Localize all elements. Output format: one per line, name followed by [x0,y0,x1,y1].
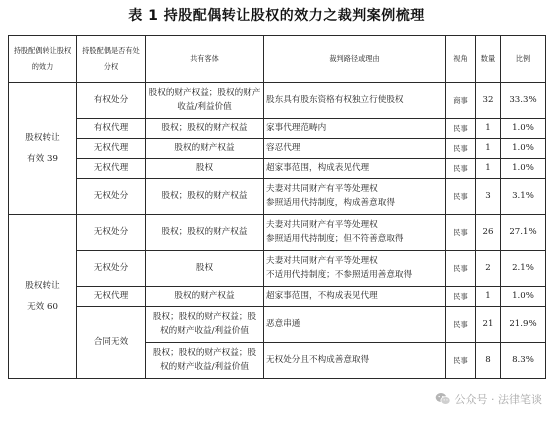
reason-cell: 超家事范围，不构成表见代理 [264,287,446,307]
header-ratio: 比例 [501,36,546,83]
reason-cell: 超家事范围，构成表见代理 [264,159,446,179]
object-cell [146,343,264,379]
table-row [9,307,546,343]
action-cell: 无权处分 [77,215,146,251]
reason-cell: 恶意串通 [264,307,446,343]
action-cell: 无权代理 [77,287,146,307]
header-object: 共有客体 [146,36,264,83]
ratio-cell: 21.9% [501,307,546,343]
action-cell: 有权处分 [77,83,146,119]
table-row [9,251,546,287]
ratio-cell: 1.0% [501,119,546,139]
group-label-line: 股权转让 [25,280,60,291]
group-label-line: 无效 60 [27,301,58,312]
ratio-cell: 27.1% [501,215,546,251]
group-label-line: 有效 39 [27,153,58,164]
action-cell: 无权处分 [77,251,146,287]
table-row [9,119,546,139]
object-line: 权的财产收益/利益价值 [160,361,249,372]
perspective-cell: 民事 [446,179,476,215]
object-cell: 股权 [146,159,264,179]
object-cell: 股权；股权的财产权益 [146,215,264,251]
object-cell: 股权；股权的财产权益 [146,119,264,139]
header-spouse-action: 持股配偶是否有处分权 [77,36,146,83]
ratio-cell: 8.3% [501,343,546,379]
table-row [9,139,546,159]
object-line: 股权；股权的财产权益；股 [152,312,257,323]
ratio-cell: 33.3% [501,83,546,119]
perspective-cell: 民事 [446,307,476,343]
count-cell: 21 [476,307,501,343]
object-line: 股权；股权的财产权益；股 [152,348,257,359]
count-cell: 3 [476,179,501,215]
object-cell: 股权的财产权益 [146,287,264,307]
group-label-line: 股权转让 [25,132,60,143]
group-invalid-label [9,215,77,379]
header-row [9,36,546,83]
perspective-cell: 民事 [446,159,476,179]
ratio-cell: 3.1% [501,179,546,215]
header-count: 数量 [476,36,501,83]
reason-line: 夫妻对共同财产有平等处理权 [266,220,378,231]
count-cell: 2 [476,251,501,287]
group-valid-label [9,83,77,215]
table-row [9,215,546,251]
reason-cell: 股东具有股东资格有权独立行使股权 [264,83,446,119]
count-cell: 1 [476,119,501,139]
action-cell: 有权代理 [77,119,146,139]
header-reason: 裁判路径或理由 [264,36,446,83]
table-row [9,83,546,119]
object-cell: 股权；股权的财产权益 [146,179,264,215]
table-row [9,159,546,179]
header-perspective: 视角 [446,36,476,83]
perspective-cell: 民事 [446,215,476,251]
reason-cell [264,179,446,215]
reason-line: 夫妻对共同财产有平等处理权 [266,184,378,195]
perspective-cell: 商事 [446,83,476,119]
action-cell: 无权处分 [77,179,146,215]
perspective-cell: 民事 [446,139,476,159]
object-line: 权的财产收益/利益价值 [160,325,249,336]
ratio-cell: 1.0% [501,159,546,179]
count-cell: 26 [476,215,501,251]
watermark-text: 公众号 · 法律笔谈 [454,393,542,406]
perspective-cell: 民事 [446,119,476,139]
action-cell: 合同无效 [77,307,146,379]
perspective-cell: 民事 [446,251,476,287]
reason-line: 不适用代持制度；不参照适用善意取得 [266,269,413,280]
count-cell: 32 [476,83,501,119]
table-row [9,287,546,307]
object-cell: 股权的财产权益 [146,139,264,159]
perspective-cell: 民事 [446,343,476,379]
action-cell: 无权代理 [77,159,146,179]
object-cell [146,307,264,343]
case-table [8,35,546,379]
count-cell: 8 [476,343,501,379]
wechat-icon [435,392,451,406]
ratio-cell: 2.1% [501,251,546,287]
perspective-cell: 民事 [446,287,476,307]
watermark [433,390,545,408]
object-cell: 股权 [146,251,264,287]
reason-cell [264,251,446,287]
ratio-cell: 1.0% [501,287,546,307]
count-cell: 1 [476,159,501,179]
count-cell: 1 [476,139,501,159]
reason-cell: 容忍代理 [264,139,446,159]
table-title: 表 1 持股配偶转让股权的效力之裁判案例梳理 [128,8,425,24]
reason-cell: 家事代理范畴内 [264,119,446,139]
action-cell: 无权代理 [77,139,146,159]
reason-cell: 无权处分且不构成善意取得 [264,343,446,379]
reason-line: 参照适用代持制度，构成善意取得 [266,197,395,208]
count-cell: 1 [476,287,501,307]
object-cell: 股权的财产权益；股权的财产收益/利益价值 [146,83,264,119]
reason-line: 夫妻对共同财产有平等处理权 [266,256,378,267]
reason-cell [264,215,446,251]
ratio-cell: 1.0% [501,139,546,159]
header-effect: 持股配偶转让股权的效力 [9,36,77,83]
table-row [9,179,546,215]
reason-line: 参照适用代持制度；但不符善意取得 [266,233,404,244]
